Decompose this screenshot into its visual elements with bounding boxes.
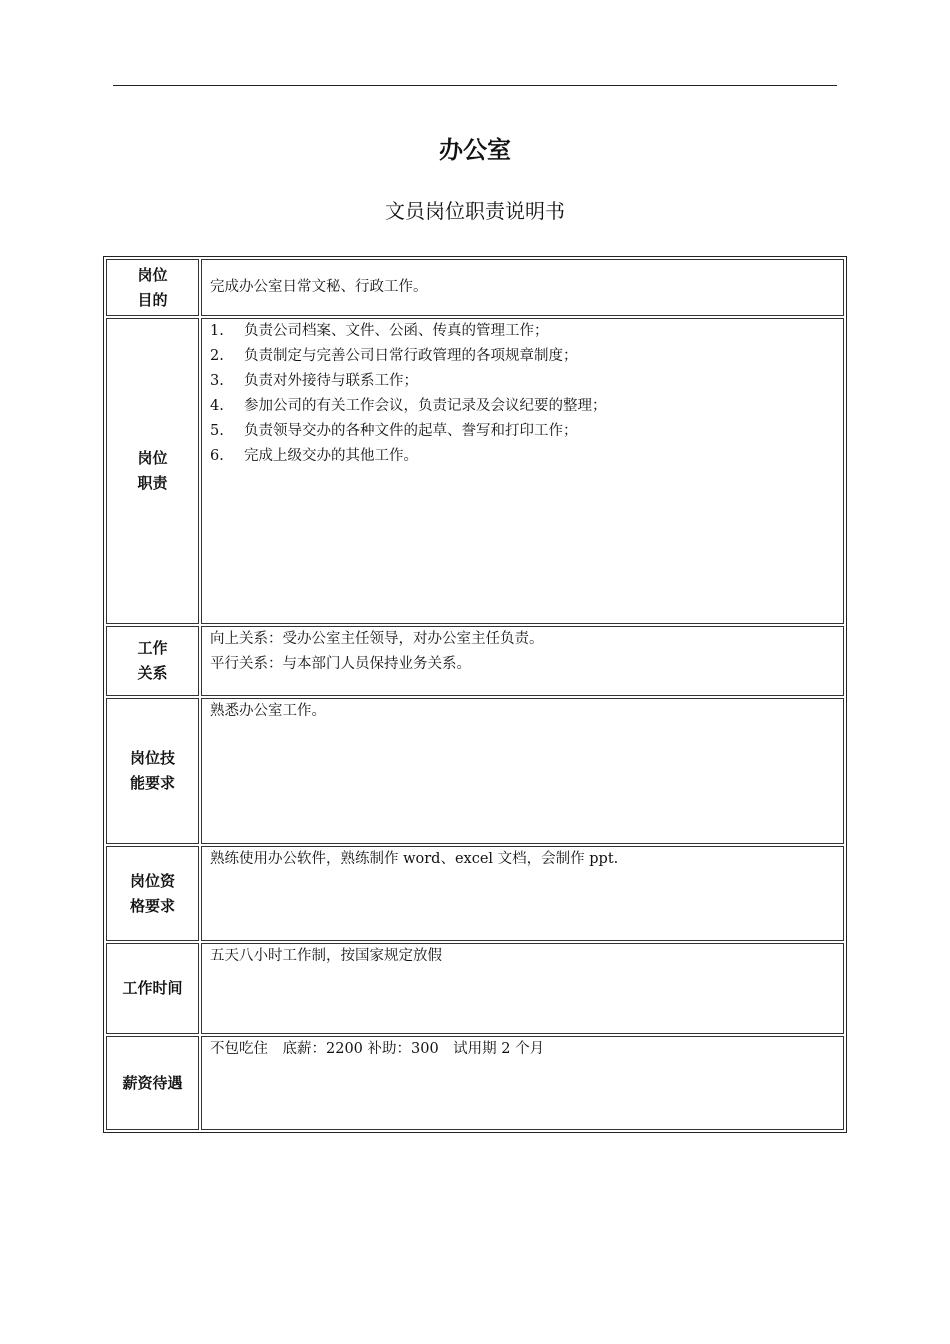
duties-list xyxy=(210,319,835,469)
list-item: 5. 负责领导交办的各种文件的起草、誊写和打印工作； xyxy=(210,423,578,439)
parallel-relation: 平行关系：与本部门人员保持业务关系。 xyxy=(210,656,471,672)
relations-cell xyxy=(201,626,844,696)
label-purpose-line1: 岗位 xyxy=(137,265,168,284)
qualifications-text: 熟练使用办公软件，熟练制作 word、excel 文档，会制作 ppt. xyxy=(210,851,619,867)
label-relations-line2: 关系 xyxy=(137,664,168,682)
list-item: 3. 负责对外接待与联系工作； xyxy=(210,373,418,389)
purpose-cell xyxy=(201,259,844,316)
salary-cell xyxy=(201,1036,844,1130)
purpose-text: 完成办公室日常文秘、行政工作。 xyxy=(210,279,428,295)
skills-cell xyxy=(201,698,844,844)
header-rule xyxy=(113,85,837,86)
label-duties-line2: 职责 xyxy=(137,474,168,492)
label-qualifications xyxy=(106,846,199,941)
document-title: 文员岗位职责说明书 xyxy=(385,199,565,223)
list-item: 1. 负责公司档案、文件、公函、传真的管理工作； xyxy=(210,323,549,339)
qualifications-cell xyxy=(201,846,844,941)
row-salary xyxy=(106,1036,844,1130)
hours-text: 五天八小时工作制，按国家规定放假 xyxy=(210,948,442,964)
department-title: 办公室 xyxy=(439,136,511,164)
label-duties-line1: 岗位 xyxy=(137,449,168,467)
label-purpose-line2: 目的 xyxy=(137,290,168,309)
label-relations-line1: 工作 xyxy=(137,639,168,657)
salary-text: 不包吃住 底薪：2200 补助：300 试用期 2 个月 xyxy=(210,1041,545,1057)
row-qualifications xyxy=(106,846,844,941)
row-hours xyxy=(106,943,844,1034)
label-skills xyxy=(106,698,199,844)
label-skills-line2: 能要求 xyxy=(129,774,175,792)
hours-cell xyxy=(201,943,844,1034)
duties-cell xyxy=(201,318,844,624)
label-duties xyxy=(106,318,199,624)
label-salary-text: 薪资待遇 xyxy=(122,1073,183,1092)
row-purpose xyxy=(106,259,844,316)
job-description-table xyxy=(103,256,847,1133)
label-hours-text: 工作时间 xyxy=(122,979,183,997)
list-item: 2. 负责制定与完善公司日常行政管理的各项规章制度； xyxy=(210,348,578,364)
skills-text: 熟悉办公室工作。 xyxy=(210,703,326,719)
row-duties xyxy=(106,318,844,624)
row-skills xyxy=(106,698,844,844)
label-qualifications-line1: 岗位资 xyxy=(129,871,175,890)
label-hours xyxy=(106,943,199,1034)
label-qualifications-line2: 格要求 xyxy=(129,896,175,915)
label-purpose xyxy=(106,259,199,316)
upward-relation: 向上关系：受办公室主任领导，对办公室主任负责。 xyxy=(210,631,544,647)
label-skills-line1: 岗位技 xyxy=(129,749,175,767)
label-relations xyxy=(106,626,199,696)
list-item: 4. 参加公司的有关工作会议，负责记录及会议纪要的整理； xyxy=(210,398,607,414)
row-relations xyxy=(106,626,844,696)
label-salary xyxy=(106,1036,199,1130)
list-item: 6. 完成上级交办的其他工作。 xyxy=(210,448,418,464)
